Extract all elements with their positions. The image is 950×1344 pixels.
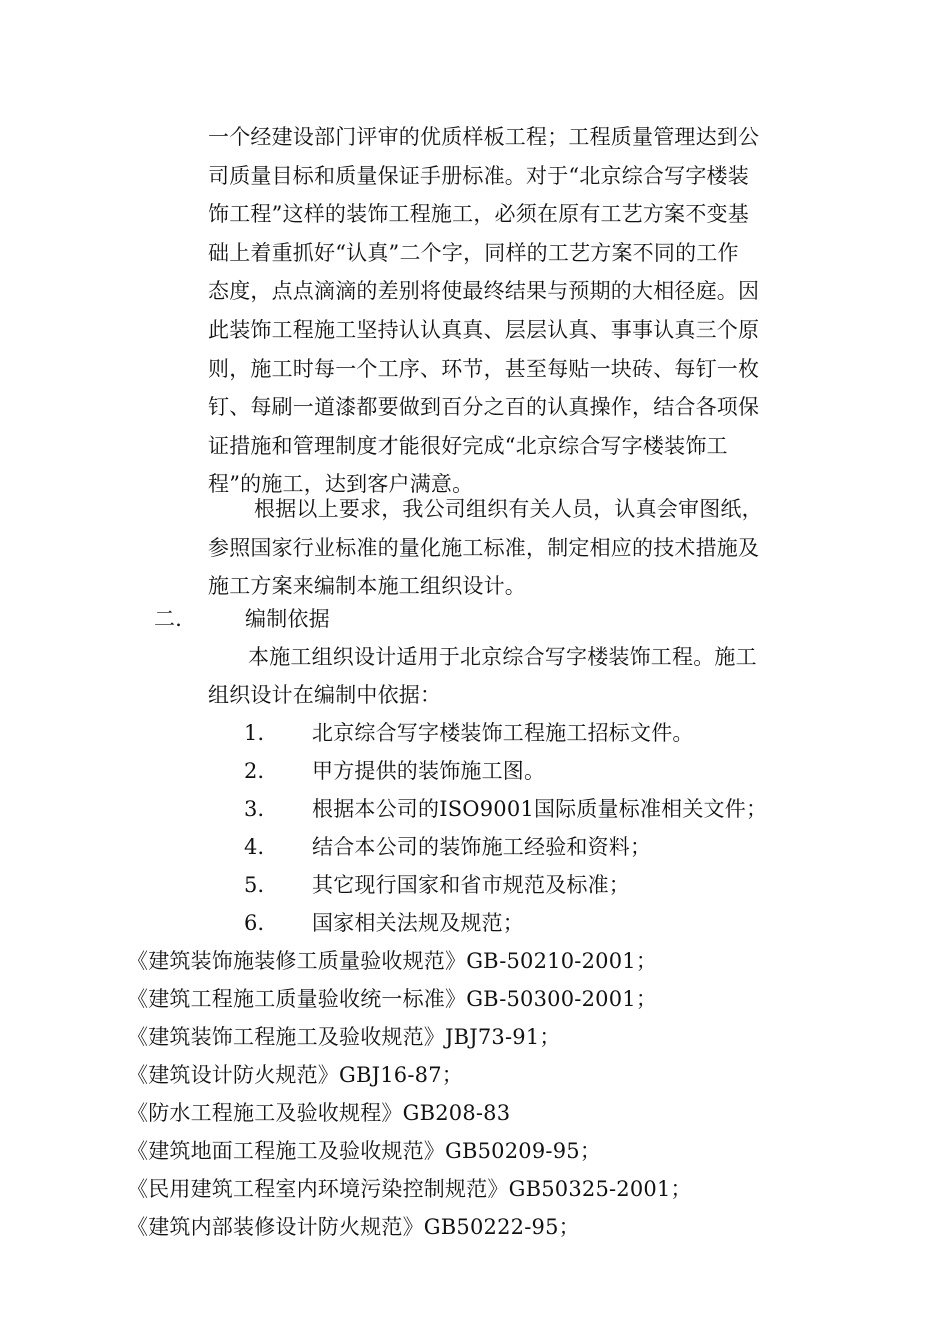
paragraph-line: 饰工程”这样的装饰工程施工，必须在原有工艺方案不变基 [208,202,749,227]
standard-item: 《建筑地面工程施工及验收规范》GB50209-95； [127,1139,602,1163]
list-item-text: 根据本公司的ISO9001国际质量标准相关文件； [312,797,768,821]
standard-item: 《建筑工程施工质量验收统一标准》GB-50300-2001； [127,987,658,1011]
list-item-text: 国家相关法规及规范； [312,911,524,935]
paragraph-line: 本施工组织设计适用于北京综合写字楼装饰工程。施工 [248,645,757,669]
paragraph-line: 施工方案来编制本施工组织设计。 [208,574,526,599]
paragraph-line: 钉、每刷一道漆都要做到百分之百的认真操作，结合各项保 [208,395,760,420]
paragraph-line: 程”的施工，达到客户满意。 [208,472,474,497]
standard-item: 《民用建筑工程室内环境污染控制规范》GB50325-2001； [127,1177,692,1201]
list-item-number: 3． [244,797,279,821]
paragraph-quality-approach [208,118,808,504]
list-item-number: 5． [244,873,279,897]
paragraph-line: 组织设计在编制中依据： [208,683,442,707]
list-item-text: 甲方提供的装饰施工图。 [312,759,546,783]
paragraph-organization [208,490,808,606]
list-item-text: 其它现行国家和省市规范及标准； [312,873,630,897]
paragraph-line: 根据以上要求，我公司组织有关人员，认真会审图纸， [254,497,763,521]
paragraph-line: 一个经建设部门评审的优质样板工程；工程质量管理达到公 [208,125,760,149]
standard-item: 《防水工程施工及验收规程》GB208-83 [127,1101,511,1125]
list-item-text: 北京综合写字楼装饰工程施工招标文件。 [312,721,694,745]
paragraph-line: 司质量目标和质量保证手册标准。对于“北京综合写字楼装 [208,163,749,188]
list-item-text: 结合本公司的装饰施工经验和资料； [312,835,652,859]
paragraph-line: 参照国家行业标准的量化施工标准，制定相应的技术措施及 [208,535,760,560]
standard-item: 《建筑内部装修设计防火规范》GB50222-95； [127,1215,580,1239]
standard-item: 《建筑装饰施装修工质量验收规范》GB-50210-2001； [127,949,658,973]
paragraph-line: 证措施和管理制度才能很好完成“北京综合写字楼装饰工 [208,433,728,458]
list-item-number: 2． [244,759,279,783]
paragraph-line: 态度，点点滴滴的差别将使最终结果与预期的大相径庭。因 [208,279,760,304]
standard-item: 《建筑设计防火规范》GBJ16-87； [127,1063,463,1087]
list-item-number: 6． [244,911,279,935]
paragraph-line: 则，施工时每一个工序、环节，甚至每贴一块砖、每钉一枚 [208,356,760,381]
standard-item: 《建筑装饰工程施工及验收规范》JBJ73-91； [127,1025,561,1049]
paragraph-line: 础上着重抓好“认真”二个字，同样的工艺方案不同的工作 [208,240,739,265]
section-title: 编制依据 [245,607,330,631]
list-item-number: 4． [244,835,279,859]
list-item-number: 1． [244,721,279,745]
paragraph-line: 此装饰工程施工坚持认认真真、层层认真、事事认真三个原 [208,317,760,342]
section-number: 二． [154,607,197,631]
